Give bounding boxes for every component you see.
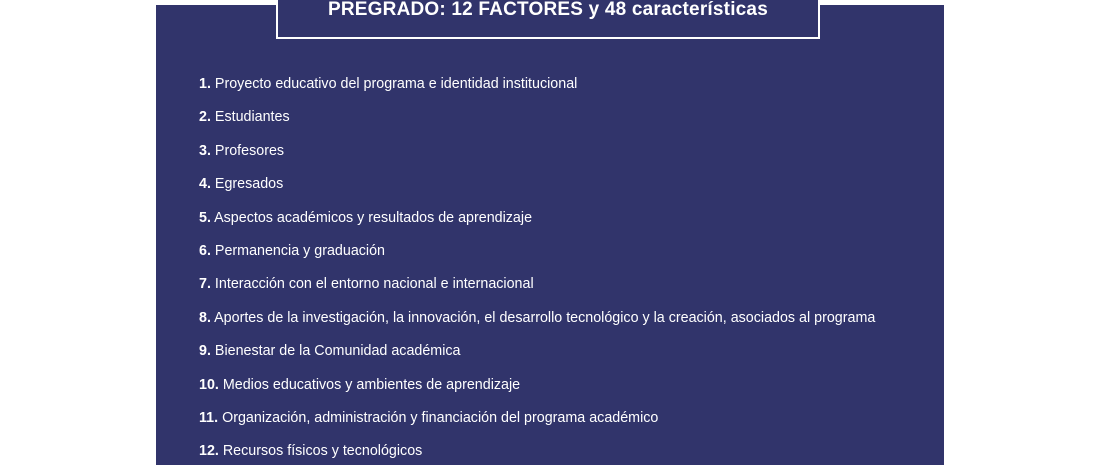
- factor-number: 7.: [199, 276, 211, 293]
- factor-label: Medios educativos y ambientes de aprendizaje: [222, 376, 521, 393]
- factor-number: 9.: [199, 343, 211, 360]
- list-item: [199, 241, 875, 274]
- list-item: [199, 408, 875, 441]
- list-item: [199, 375, 875, 408]
- list-item: [199, 107, 875, 140]
- factor-label: Organización, administración y financiación del programa académico: [222, 409, 659, 426]
- factor-number: 3.: [199, 142, 211, 159]
- factor-label: Interacción con el entorno nacional e internacional: [214, 276, 534, 293]
- factor-number: 11.: [199, 409, 219, 426]
- factor-label: Egresados: [214, 176, 284, 193]
- factor-number: 8.: [199, 309, 211, 326]
- title-box: [276, 0, 820, 39]
- list-item: [199, 341, 875, 374]
- factor-number: 5.: [199, 209, 211, 226]
- factor-number: 6.: [199, 242, 211, 259]
- list-item: [199, 141, 875, 174]
- factor-number: 10.: [199, 376, 219, 393]
- list-item: [199, 74, 875, 107]
- page-title: PREGRADO: 12 FACTORES y 48 características: [328, 0, 768, 20]
- factor-label: Recursos físicos y tecnológicos: [222, 443, 423, 460]
- factor-label: Permanencia y graduación: [214, 242, 385, 259]
- factor-number: 4.: [199, 176, 211, 193]
- factor-number: 12.: [199, 443, 219, 460]
- list-item: [199, 274, 875, 307]
- list-item: [199, 308, 875, 341]
- factor-label: Aspectos académicos y resultados de aprendizaje: [214, 209, 533, 226]
- factor-label: Estudiantes: [214, 109, 290, 126]
- list-item: [199, 208, 875, 241]
- factor-label: Bienestar de la Comunidad académica: [214, 343, 461, 360]
- factor-list: [199, 74, 875, 475]
- factor-number: 1.: [199, 76, 211, 92]
- factor-label: Proyecto educativo del programa e identidad institucional: [214, 76, 578, 92]
- list-item: [199, 441, 875, 474]
- factor-label: Aportes de la investigación, la innovación, el desarrollo tecnológico y la creación, asociados al programa: [214, 309, 876, 326]
- factor-label: Profesores: [214, 142, 285, 159]
- factor-number: 2.: [199, 109, 211, 126]
- list-item: [199, 174, 875, 207]
